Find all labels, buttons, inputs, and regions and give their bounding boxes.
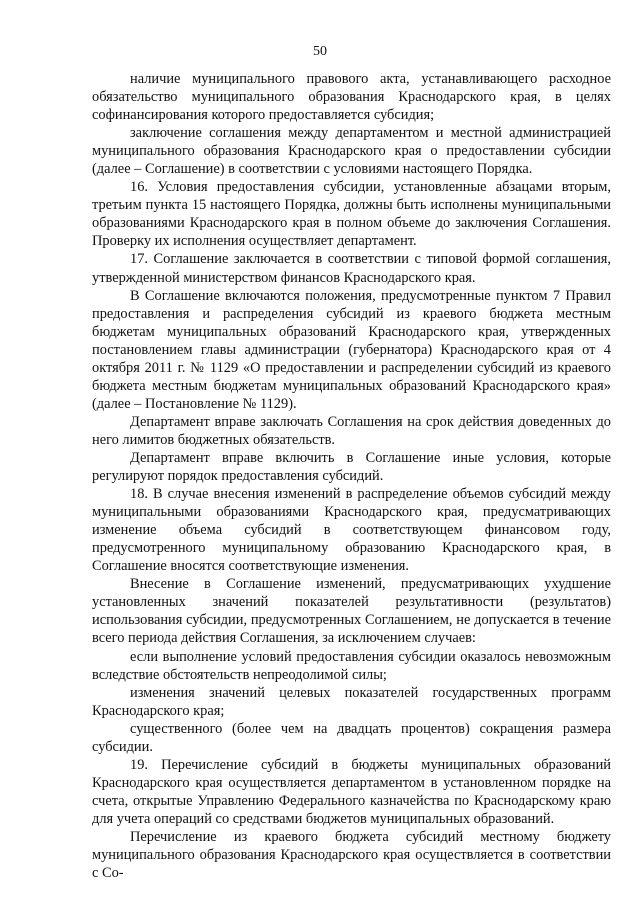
paragraph: Департамент вправе заключать Соглашения на срок действия доведенных до него лимитов бюджетных обязательств. (92, 413, 611, 448)
paragraph: 18. В случае внесения изменений в распределение объемов субсидий между муниципальными образованиями Краснодарского края, предусматривающих изменение объема субсидий в соответствующем финансовом году, предусмотренного муниципальному образованию Краснодарского края, в Соглашение вносятся соответствующие изменения. (92, 486, 611, 575)
paragraph: Внесение в Соглашение изменений, предусматривающих ухудшение установленных значений показателей результативности (результатов) использования субсидии, предусмотренных Соглашением, не допускается в течение всего периода действия Соглашения, за исключением случаев: (92, 576, 611, 647)
paragraph: если выполнение условий предоставления субсидии оказалось невозможным вследствие обстоятельств непреодолимой силы; (92, 648, 611, 683)
paragraph: 17. Соглашение заключается в соответствии с типовой формой соглашения, утвержденной министерством финансов Краснодарского края. (92, 251, 611, 286)
paragraph: существенного (более чем на двадцать процентов) сокращения размера субсидии. (92, 720, 611, 755)
document-body (92, 70, 611, 882)
paragraph: Перечисление из краевого бюджета субсидий местному бюджету муниципального образования Краснодарского края осуществляется в соответствии с Со- (92, 828, 611, 882)
paragraph: В Соглашение включаются положения, предусмотренные пунктом 7 Правил предоставления и распределения субсидий из краевого бюджета местным бюджетам муниципальных образований Краснодарского края, утвержденных постановлением главы администрации (губернатора) Краснодарского края от 4 октября 2011 г. № 1129 «О предоставлении и распределении субсидий из краевого бюджета местным бюджетам муниципальных образований Краснодарского края» (далее – Постановление № 1129). (92, 287, 611, 412)
paragraph: наличие муниципального правового акта, устанавливающего расходное обязательство муниципального образования Краснодарского края, в целях софинансирования которого предоставляется субсидия; (92, 71, 611, 124)
paragraph: 16. Условия предоставления субсидии, установленные абзацами вторым, третьим пункта 15 настоящего Порядка, должны быть исполнены муниципальными образованиями Краснодарского края в полном объеме до заключения Соглашения. Проверку их исполнения осуществляет департамент. (92, 179, 611, 250)
paragraph: Департамент вправе включить в Соглашение иные условия, которые регулируют порядок предоставления субсидий. (92, 449, 611, 485)
page-number: 50 (313, 44, 327, 59)
paragraph: 19. Перечисление субсидий в бюджеты муниципальных образований Краснодарского края осуществляется департаментом в установленном порядке на счета, открытые Управлению Федерального казначейства по Краснодарскому краю для учета операций со средствами бюджетов муниципальных образований. (92, 756, 611, 827)
paragraph: заключение соглашения между департаментом и местной администрацией муниципального образования Краснодарского края о предоставлении субсидии (далее – Соглашение) в соответствии с условиями настоящего Порядка. (92, 125, 611, 178)
paragraph: изменения значений целевых показателей государственных программ Краснодарского края; (92, 684, 611, 719)
